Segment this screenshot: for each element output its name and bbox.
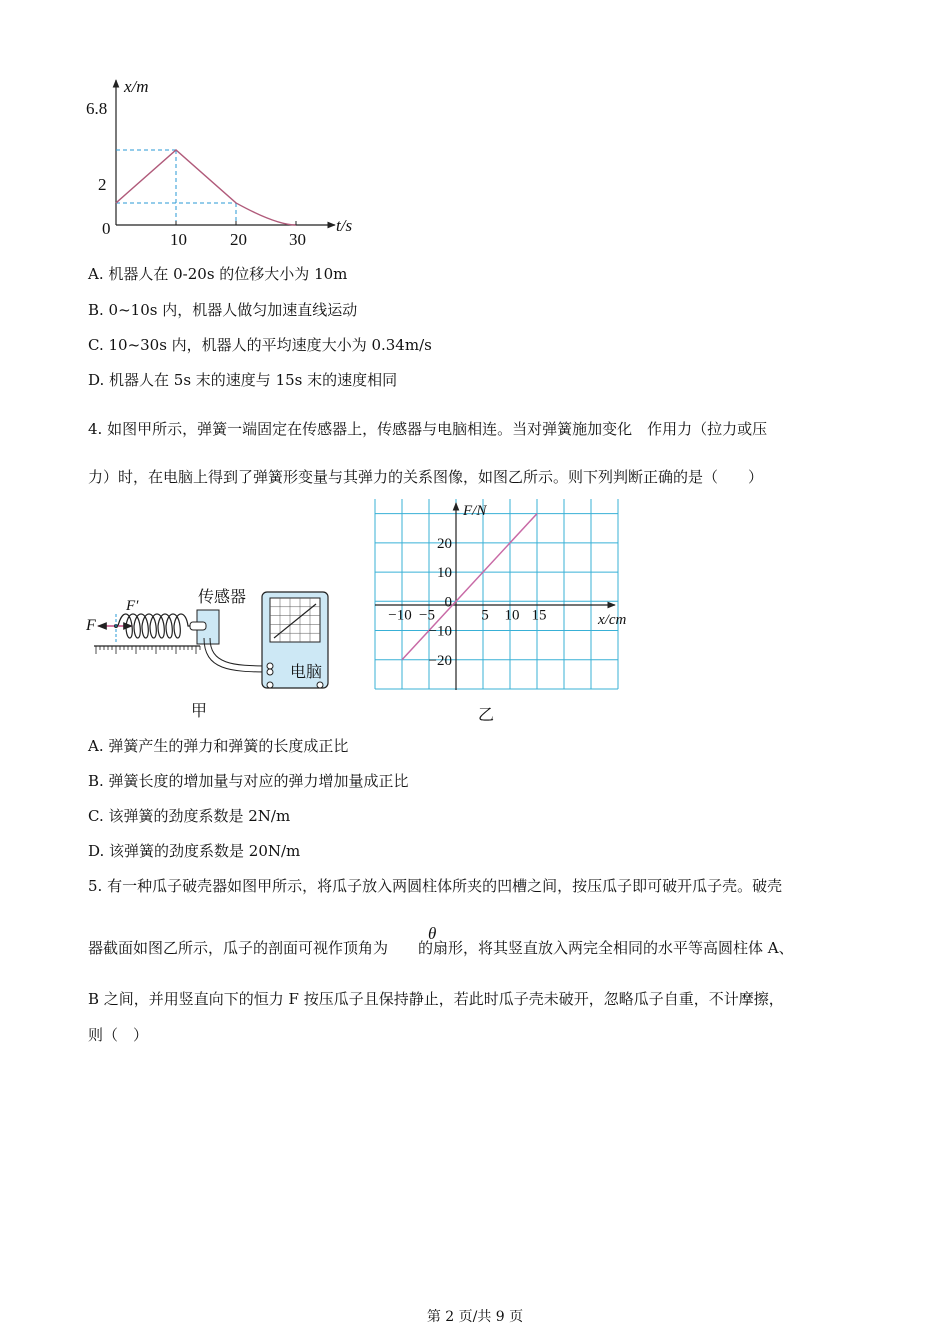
x-axis-label: x/cm	[598, 612, 627, 628]
computer-foot-1	[267, 682, 273, 688]
grid	[375, 499, 618, 689]
y-tick-label: 0	[444, 594, 452, 611]
sensor-label: 传感器	[198, 589, 247, 606]
x-axis-label: t/s	[336, 216, 353, 235]
q3-option-d: D. 机器人在 5s 末的速度与 15s 末的速度相同	[88, 371, 398, 389]
q4-stem-line-1: 4. 如图甲所示，弹簧一端固定在传感器上，传感器与电脑相连。当对弹簧施加变化 作用力（拉力或压	[88, 420, 768, 438]
q4-option-d: D. 该弹簧的劲度系数是 20N/m	[88, 842, 301, 860]
force-f-label: F	[86, 617, 96, 634]
x-tick-label: 15	[531, 607, 547, 624]
y-axis-label: x/m	[124, 77, 149, 96]
figure-yi-caption: 乙	[478, 705, 495, 724]
x-tick-10: 10	[170, 230, 187, 249]
force-extension-graph	[370, 495, 650, 695]
x-tick-label: 10	[504, 607, 520, 624]
computer-port-1	[267, 663, 273, 669]
x-t-curve	[116, 150, 296, 225]
computer-foot-2	[317, 682, 323, 688]
f-x-line	[402, 514, 537, 660]
q5-line-3: B 之间，并用竖直向下的恒力 F 按压瓜子且保持静止，若此时瓜子壳未破开，忽略瓜子自重，不计摩擦，	[88, 990, 784, 1008]
displacement-time-graph	[80, 72, 380, 252]
q4-stem-line-2: 力）时，在电脑上得到了弹簧形变量与其弹力的关系图像，如图乙所示。则下列判断正确的是（ ）	[88, 468, 764, 486]
x-tick-label: −5	[419, 607, 435, 624]
q4-option-c: C. 该弹簧的劲度系数是 2N/m	[88, 807, 291, 825]
y-axis-label: F/N	[463, 503, 487, 519]
x-tick-label: 5	[481, 607, 489, 624]
q3-option-b: B. 0~10s 内，机器人做匀加速直线运动	[88, 301, 358, 319]
q5-line-2: 器截面如图乙所示，瓜子的剖面可视作顶角为 的扇形，将其竖直放入两完全相同的水平等高圆柱体 A、	[88, 939, 794, 957]
y-tick-label: −10	[428, 623, 452, 640]
y-tick-2: 2	[98, 175, 107, 194]
figure-jia-caption: 甲	[191, 701, 208, 720]
q3-option-a: A. 机器人在 0-20s 的位移大小为 10m	[88, 265, 348, 283]
q5-line-4: 则（ ）	[88, 1026, 149, 1044]
spring-sensor-figure	[80, 580, 340, 695]
y-tick-0: 0	[102, 219, 111, 238]
q4-option-a: A. 弹簧产生的弹力和弹簧的长度成正比	[88, 737, 349, 755]
force-f-prime-label: F′	[126, 598, 139, 614]
y-tick-label: 20	[437, 535, 452, 552]
y-tick-label: −20	[428, 652, 452, 669]
q4-option-b: B. 弹簧长度的增加量与对应的弹力增加量成正比	[88, 772, 409, 790]
x-tick-20: 20	[230, 230, 247, 249]
page-footer: 第 2 页/共 9 页	[426, 1309, 524, 1325]
y-tick-6-8: 6.8	[86, 99, 108, 118]
x-tick-30: 30	[289, 230, 306, 249]
q3-option-c: C. 10~30s 内，机器人的平均速度大小为 0.34m/s	[88, 336, 432, 354]
ruler	[94, 646, 200, 654]
theta-symbol: θ	[428, 924, 437, 943]
x-tick-label: −10	[388, 607, 412, 624]
computer-port-2	[267, 669, 273, 675]
sensor-plug	[190, 622, 206, 630]
y-tick-label: 10	[437, 565, 452, 582]
computer-label: 电脑	[290, 664, 323, 681]
q5-line-1: 5. 有一种瓜子破壳器如图甲所示，将瓜子放入两圆柱体所夹的凹槽之间，按压瓜子即可破开瓜子壳。破壳	[88, 877, 783, 895]
